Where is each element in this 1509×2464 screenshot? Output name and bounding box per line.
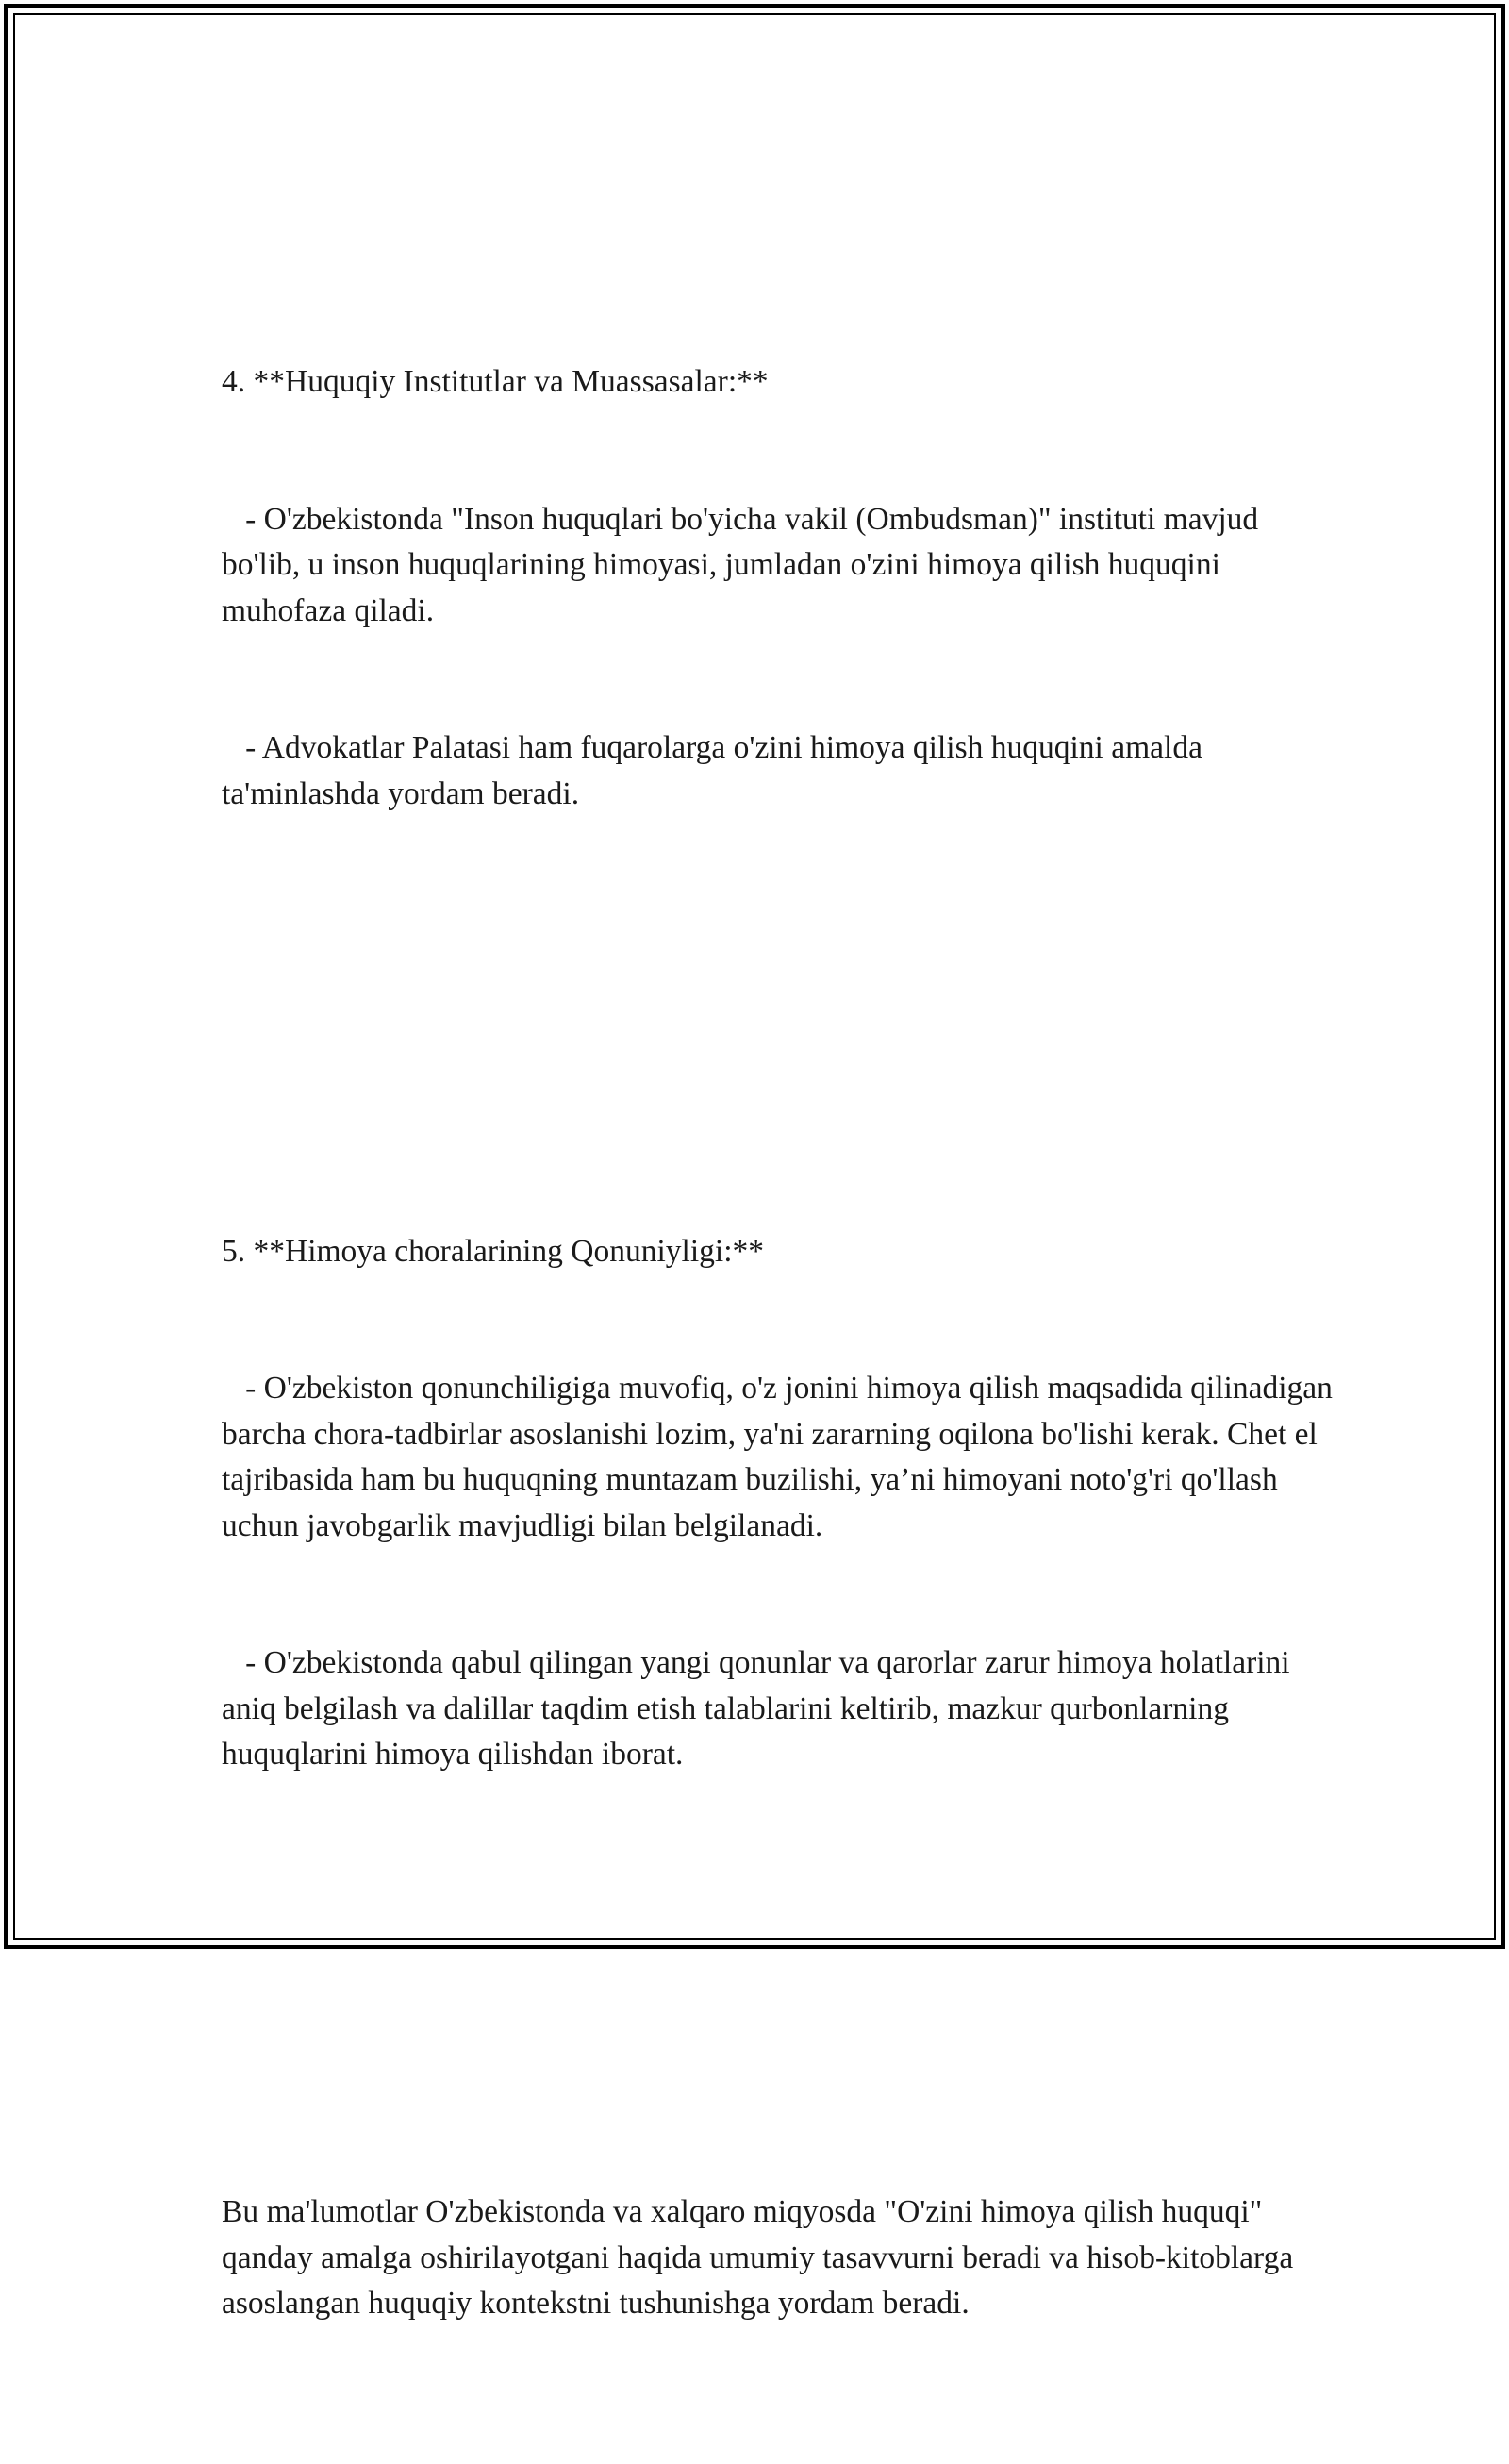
paragraph-gap [222,1000,1335,1046]
section-5-bullet-1: - O'zbekiston qonunchiligiga muvofiq, o'z jonini himoya qilish maqsadida qilinadigan barcha chora-tadbirlar asoslanishi lozim, ya'ni zararning oqilona bo'lishi kerak. Chet el tajribasida ham bu huquqning muntazam buzilishi, ya’ni himoyani noto'g'ri qo'llash uchun javobgarlik mavjudligi bilan belgilanadi. [222,1371,1341,1543]
conclusion-paragraph [222,2098,1335,2419]
conclusion-text: Bu ma'lumotlar O'zbekistonda va xalqaro miqyosda "O'zini himoya qilish huquqi" qanday amalga oshirilayotgani haqida umumiy tasavvurni beradi va hisob-kitoblarga asoslangan huquqiy kontekstni tushunishga yordam beradi. [222,2194,1302,2321]
section-5-bullet-2: - O'zbekistonda qabul qilingan yangi qonunlar va qarorlar zarur himoya holatlarini aniq belgilash va dalillar taqdim etish talablarini keltirib, mazkur qurbonlarning huquqlarini himoya qilishdan iborat. [222,1645,1298,1772]
section-4-heading: 4. **Huquqiy Institutlar va Muassasalar:** [222,364,769,399]
section-4 [222,268,1335,908]
section-4-bullet-1: - O'zbekistonda "Inson huquqlari bo'yicha vakil (Ombudsman)" instituti mavjud bo'lib, u inson huquqlarining himoyasi, jumladan o'zini himoya qilish huquqini muhofaza qiladi. [222,501,1267,628]
document-body [222,176,1341,2464]
section-5-heading: 5. **Himoya choralarining Qonuniyligi:** [222,1233,764,1269]
paragraph-gap [222,1961,1335,2007]
section-4-bullet-2: - Advokatlar Palatasi ham fuqarolarga o'zini himoya qilish huquqini amalda ta'minlashda yordam beradi. [222,730,1211,811]
section-5 [222,1138,1341,1870]
